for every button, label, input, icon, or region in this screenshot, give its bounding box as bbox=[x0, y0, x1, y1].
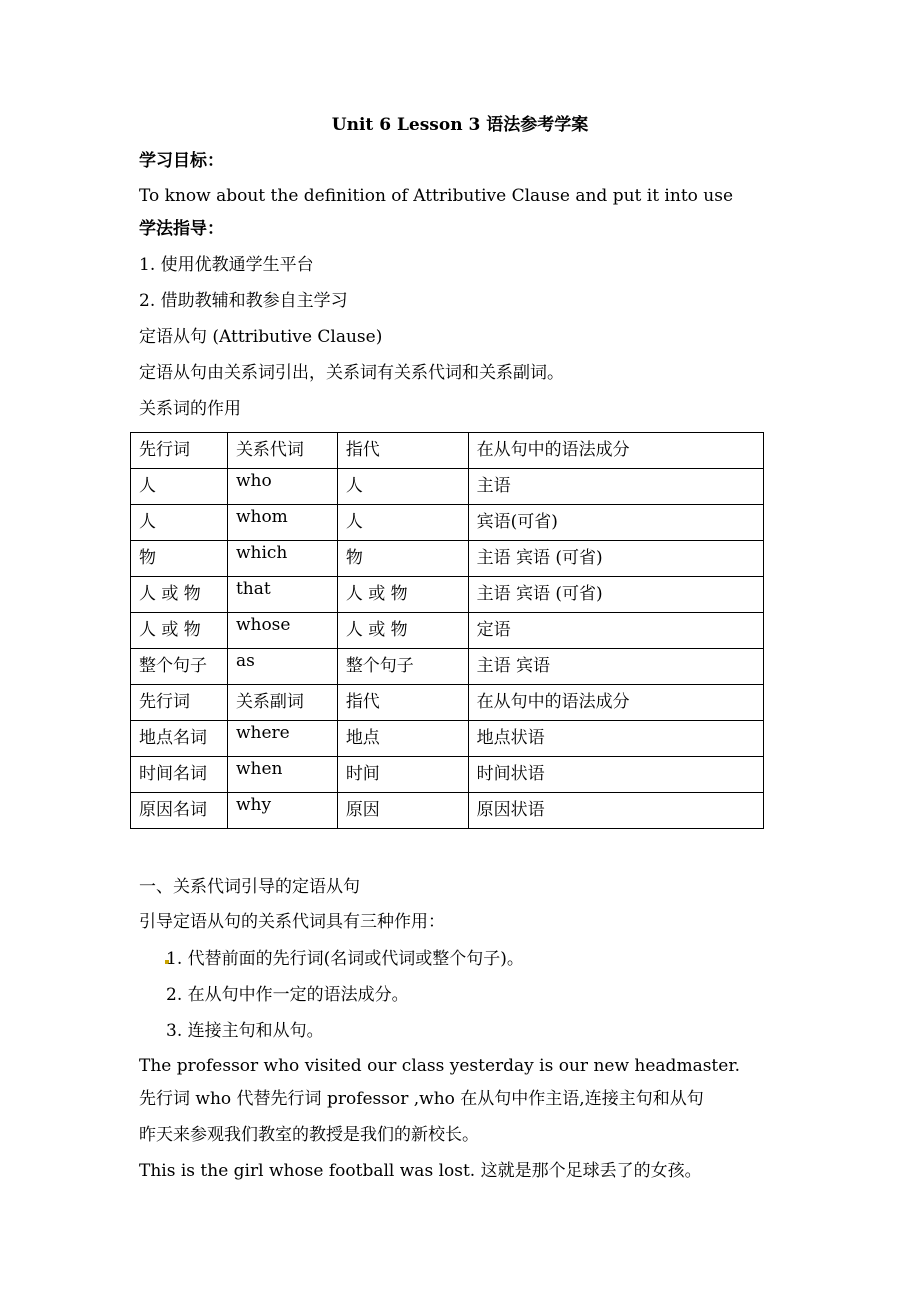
antecedent-cell: 时间名词 bbox=[131, 757, 228, 793]
relative-word-cell: when bbox=[227, 757, 337, 793]
refers-to-cell: 人 bbox=[337, 505, 468, 541]
relative-word-cell: why bbox=[227, 793, 337, 829]
table-row bbox=[131, 793, 764, 829]
guidance-heading: 学法指导： bbox=[139, 219, 224, 239]
example-sentence-2: This is the girl whose football was lost. 这就是那个足球丢了的女孩。 bbox=[139, 1161, 702, 1181]
section1-heading: 一、关系代词引导的定语从句 bbox=[139, 877, 360, 897]
objectives-heading: 学习目标： bbox=[139, 151, 224, 171]
antecedent-cell: 人 bbox=[131, 469, 228, 505]
antecedent-cell: 原因名词 bbox=[131, 793, 228, 829]
guidance-item-2: 2. 借助教辅和教参自主学习 bbox=[139, 291, 348, 311]
relative-word-cell: where bbox=[227, 721, 337, 757]
antecedent-cell: 物 bbox=[131, 541, 228, 577]
relative-word-cell: 关系副词 bbox=[227, 685, 337, 721]
antecedent-cell: 先行词 bbox=[131, 685, 228, 721]
guidance-item-1: 1. 使用优教通学生平台 bbox=[139, 255, 314, 275]
table-row bbox=[131, 721, 764, 757]
antecedent-cell: 地点名词 bbox=[131, 721, 228, 757]
relative-word-cell: 关系代词 bbox=[227, 433, 337, 469]
refers-to-cell: 时间 bbox=[337, 757, 468, 793]
relative-word-cell: that bbox=[227, 577, 337, 613]
antecedent-cell: 人 或 物 bbox=[131, 613, 228, 649]
relative-word-cell: as bbox=[227, 649, 337, 685]
table-row bbox=[131, 757, 764, 793]
table-caption: 关系词的作用 bbox=[139, 399, 241, 419]
table-row bbox=[131, 505, 764, 541]
grammar-function-cell: 在从句中的语法成分 bbox=[468, 433, 763, 469]
refers-to-cell: 人 或 物 bbox=[337, 613, 468, 649]
refers-to-cell: 物 bbox=[337, 541, 468, 577]
table-row bbox=[131, 685, 764, 721]
section1-point-3: 3. 连接主句和从句。 bbox=[166, 1021, 324, 1041]
table-row bbox=[131, 613, 764, 649]
antecedent-cell: 整个句子 bbox=[131, 649, 228, 685]
attributive-clause-definition: 定语从句由关系词引出，关系词有关系代词和关系副词。 bbox=[139, 363, 564, 383]
grammar-function-cell: 主语 宾语 (可省) bbox=[468, 541, 763, 577]
refers-to-cell: 原因 bbox=[337, 793, 468, 829]
grammar-function-cell: 宾语(可省) bbox=[468, 505, 763, 541]
section1-lead: 引导定语从句的关系代词具有三种作用： bbox=[139, 912, 445, 932]
table-row bbox=[131, 433, 764, 469]
refers-to-cell: 地点 bbox=[337, 721, 468, 757]
antecedent-cell: 人 bbox=[131, 505, 228, 541]
grammar-function-cell: 主语 宾语 (可省) bbox=[468, 577, 763, 613]
grammar-function-cell: 时间状语 bbox=[468, 757, 763, 793]
example-1-translation: 昨天来参观我们教室的教授是我们的新校长。 bbox=[139, 1125, 479, 1145]
table-row bbox=[131, 577, 764, 613]
grammar-function-cell: 主语 宾语 bbox=[468, 649, 763, 685]
relative-word-cell: which bbox=[227, 541, 337, 577]
attributive-clause-term: 定语从句 (Attributive Clause) bbox=[139, 327, 383, 347]
example-1-note: 先行词 who 代替先行词 professor ,who 在从句中作主语,连接主句和从句 bbox=[139, 1089, 704, 1109]
relative-word-cell: who bbox=[227, 469, 337, 505]
refers-to-cell: 指代 bbox=[337, 433, 468, 469]
refers-to-cell: 人 bbox=[337, 469, 468, 505]
relative-words-table bbox=[130, 432, 764, 829]
relative-word-cell: whose bbox=[227, 613, 337, 649]
refers-to-cell: 指代 bbox=[337, 685, 468, 721]
grammar-function-cell: 主语 bbox=[468, 469, 763, 505]
table-row bbox=[131, 649, 764, 685]
refers-to-cell: 人 或 物 bbox=[337, 577, 468, 613]
grammar-function-cell: 地点状语 bbox=[468, 721, 763, 757]
page-title: Unit 6 Lesson 3 语法参考学案 bbox=[331, 115, 589, 135]
section1-point-2: 2. 在从句中作一定的语法成分。 bbox=[166, 985, 409, 1005]
grammar-function-cell: 原因状语 bbox=[468, 793, 763, 829]
objectives-text: To know about the definition of Attributive Clause and put it into use bbox=[139, 186, 734, 206]
refers-to-cell: 整个句子 bbox=[337, 649, 468, 685]
relative-word-cell: whom bbox=[227, 505, 337, 541]
table-row bbox=[131, 469, 764, 505]
section1-point-1: 1. 代替前面的先行词(名词或代词或整个句子)。 bbox=[166, 949, 524, 969]
grammar-function-cell: 定语 bbox=[468, 613, 763, 649]
example-sentence-1: The professor who visited our class yesterday is our new headmaster. bbox=[139, 1056, 740, 1076]
table-row bbox=[131, 541, 764, 577]
antecedent-cell: 先行词 bbox=[131, 433, 228, 469]
grammar-function-cell: 在从句中的语法成分 bbox=[468, 685, 763, 721]
antecedent-cell: 人 或 物 bbox=[131, 577, 228, 613]
